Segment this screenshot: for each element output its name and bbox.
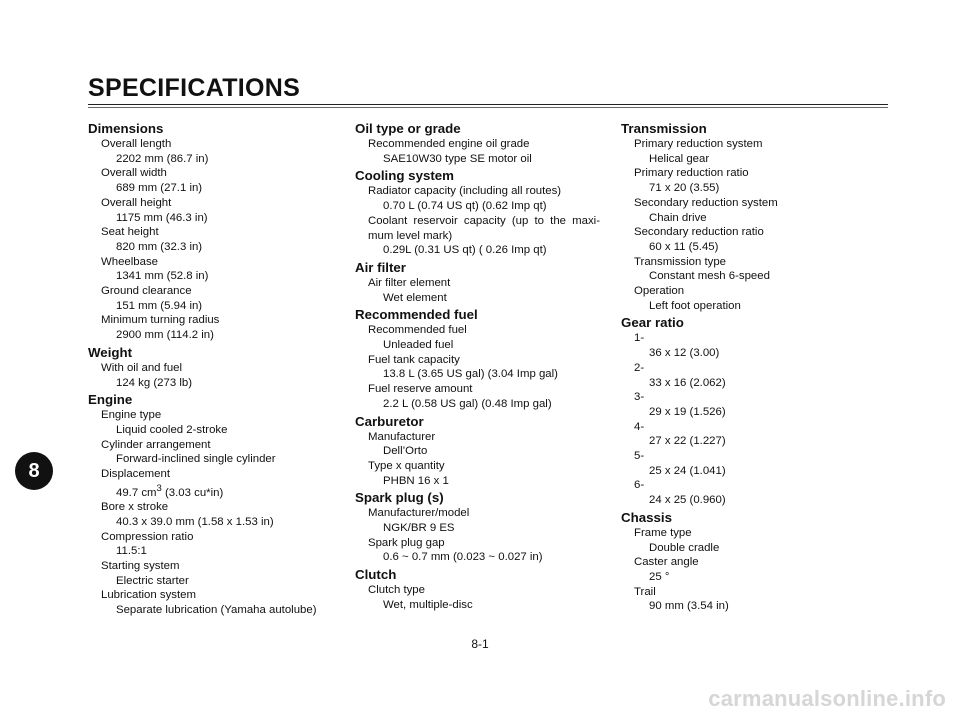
spec-label: Primary reduction ratio bbox=[634, 167, 749, 180]
spec-label: Secondary reduction ratio bbox=[634, 226, 764, 239]
spec-label: Radiator capacity (including all routes) bbox=[368, 185, 562, 198]
spec-value: Wet, multiple-disc bbox=[383, 598, 473, 611]
section-heading: Carburetor bbox=[355, 413, 424, 429]
spec-label: Type x quantity bbox=[368, 459, 445, 472]
spec-label: Overall width bbox=[101, 167, 167, 180]
spec-value: 11.5:1 bbox=[116, 545, 147, 558]
spec-value: Dell’Orto bbox=[383, 445, 428, 458]
spec-value: Chain drive bbox=[649, 211, 707, 224]
spec-value: 13.8 L (3.65 US gal) (3.04 Imp gal) bbox=[383, 368, 558, 381]
spec-label: Engine type bbox=[101, 409, 162, 422]
spec-label: Compression ratio bbox=[101, 530, 194, 543]
spec-label: Frame type bbox=[634, 526, 692, 539]
spec-label: Cylinder arrangement bbox=[101, 438, 211, 451]
section-heading: Chassis bbox=[621, 509, 672, 525]
spec-label: Caster angle bbox=[634, 556, 699, 569]
spec-column-2 bbox=[355, 119, 610, 613]
spec-value: 2900 mm (114.2 in) bbox=[116, 329, 214, 342]
spec-label: Air filter element bbox=[368, 276, 451, 289]
section-heading: Dimensions bbox=[88, 121, 164, 136]
section-heading: Spark plug (s) bbox=[355, 490, 444, 506]
spec-label: 3- bbox=[634, 391, 645, 404]
spec-column-1 bbox=[88, 119, 343, 618]
spec-label: Operation bbox=[634, 285, 685, 298]
section-heading: Weight bbox=[88, 344, 133, 360]
spec-value: 0.6 ~ 0.7 mm (0.023 ~ 0.027 in) bbox=[383, 551, 543, 564]
spec-label: Minimum turning radius bbox=[101, 314, 220, 327]
section-heading: Oil type or grade bbox=[355, 121, 461, 136]
spec-value-main: 49.7 cm bbox=[116, 486, 157, 499]
spec-value: 90 mm (3.54 in) bbox=[649, 600, 729, 613]
spec-label: Bore x stroke bbox=[101, 501, 169, 514]
spec-section bbox=[355, 260, 610, 305]
spec-value: NGK/BR 9 ES bbox=[383, 522, 455, 535]
spec-value: 124 kg (273 lb) bbox=[116, 376, 192, 389]
chapter-tab: 8 bbox=[15, 452, 53, 490]
section-heading: Air filter bbox=[355, 259, 406, 275]
spec-label: Recommended fuel bbox=[368, 324, 467, 337]
spec-value: SAE10W30 type SE motor oil bbox=[383, 152, 532, 165]
spec-value: 1341 mm (52.8 in) bbox=[116, 270, 209, 283]
spec-label: Fuel tank capacity bbox=[368, 353, 460, 366]
spec-label: Secondary reduction system bbox=[634, 196, 778, 209]
spec-value: 0.29L (0.31 US qt) ( 0.26 Imp qt) bbox=[383, 244, 547, 257]
spec-label: Trail bbox=[634, 585, 656, 598]
spec-label: Overall height bbox=[101, 196, 172, 209]
spec-value-superscript: 3 bbox=[156, 482, 162, 494]
spec-section bbox=[88, 392, 343, 618]
spec-label: Manufacturer/model bbox=[368, 507, 470, 520]
spec-value: 0.70 L (0.74 US qt) (0.62 Imp qt) bbox=[383, 200, 547, 213]
spec-label: 2- bbox=[634, 361, 645, 374]
spec-section bbox=[621, 510, 876, 614]
title-divider bbox=[88, 104, 888, 108]
spec-section bbox=[355, 307, 610, 411]
spec-label: Primary reduction system bbox=[634, 138, 763, 150]
spec-value: Double cradle bbox=[649, 541, 720, 554]
spec-value: Separate lubrication (Yamaha autolube) bbox=[116, 604, 317, 617]
spec-section bbox=[621, 315, 876, 507]
spec-label: Starting system bbox=[101, 560, 180, 573]
spec-label: Ground clearance bbox=[101, 285, 192, 298]
spec-column-3 bbox=[621, 119, 876, 614]
spec-section bbox=[88, 121, 343, 343]
section-heading: Transmission bbox=[621, 121, 707, 136]
spec-label: 1- bbox=[634, 332, 645, 345]
spec-section bbox=[621, 121, 876, 313]
spec-value: 27 x 22 (1.227) bbox=[649, 435, 726, 448]
spec-value: 25 x 24 (1.041) bbox=[649, 464, 726, 477]
section-heading: Cooling system bbox=[355, 168, 455, 184]
spec-value: Wet element bbox=[383, 291, 447, 304]
spec-label: 4- bbox=[634, 420, 645, 433]
spec-section bbox=[355, 168, 610, 258]
spec-value: 60 x 11 (5.45) bbox=[649, 240, 719, 253]
spec-value: 24 x 25 (0.960) bbox=[649, 494, 726, 507]
watermark: carmanualsonline.info bbox=[708, 686, 946, 711]
spec-label: Displacement bbox=[101, 468, 171, 481]
spec-section bbox=[355, 121, 610, 166]
spec-label: Coolant reservoir capacity (up to the maxi-mum level mark) bbox=[368, 214, 600, 242]
spec-section bbox=[355, 490, 610, 565]
spec-value: 36 x 12 (3.00) bbox=[649, 347, 720, 360]
spec-value: Helical gear bbox=[649, 152, 710, 165]
spec-label: Transmission type bbox=[634, 255, 726, 268]
page-number: 8-1 bbox=[471, 637, 489, 651]
spec-section bbox=[355, 414, 610, 489]
page-title: SPECIFICATIONS bbox=[88, 74, 301, 102]
spec-value: Electric starter bbox=[116, 574, 189, 587]
spec-label: 6- bbox=[634, 479, 645, 492]
spec-value: Unleaded fuel bbox=[383, 339, 454, 352]
spec-label: Spark plug gap bbox=[368, 536, 445, 549]
spec-label: 5- bbox=[634, 450, 645, 463]
spec-label: Lubrication system bbox=[101, 589, 196, 602]
spec-value: 1175 mm (46.3 in) bbox=[116, 211, 208, 224]
spec-section bbox=[88, 345, 343, 390]
spec-value-rest: (3.03 cu*in) bbox=[161, 486, 224, 499]
spec-value: 29 x 19 (1.526) bbox=[649, 405, 726, 418]
spec-label: With oil and fuel bbox=[101, 361, 183, 374]
spec-value: Liquid cooled 2-stroke bbox=[116, 423, 228, 436]
spec-value: 820 mm (32.3 in) bbox=[116, 240, 203, 253]
spec-label: Clutch type bbox=[368, 584, 425, 597]
spec-label: Overall length bbox=[101, 138, 172, 150]
section-heading: Recommended fuel bbox=[355, 307, 478, 323]
spec-value bbox=[88, 482, 343, 501]
spec-value: 2202 mm (86.7 in) bbox=[116, 152, 209, 165]
spec-value: Forward-inclined single cylinder bbox=[116, 453, 276, 466]
spec-value: 33 x 16 (2.062) bbox=[649, 376, 726, 389]
spec-value: 71 x 20 (3.55) bbox=[649, 182, 720, 195]
spec-label: Wheelbase bbox=[101, 255, 158, 268]
spec-value: PHBN 16 x 1 bbox=[383, 474, 449, 487]
section-heading: Engine bbox=[88, 392, 133, 408]
spec-value: Constant mesh 6-speed bbox=[649, 270, 770, 283]
section-heading: Gear ratio bbox=[621, 315, 684, 331]
spec-value: Left foot operation bbox=[649, 299, 741, 312]
spec-value: 689 mm (27.1 in) bbox=[116, 182, 203, 195]
spec-value: 40.3 x 39.0 mm (1.58 x 1.53 in) bbox=[116, 515, 274, 528]
spec-value: 2.2 L (0.58 US gal) (0.48 Imp gal) bbox=[383, 397, 552, 410]
spec-value: 25 ° bbox=[649, 570, 670, 583]
spec-label: Manufacturer bbox=[368, 430, 436, 443]
section-heading: Clutch bbox=[355, 567, 397, 583]
spec-label: Fuel reserve amount bbox=[368, 383, 473, 396]
spec-section bbox=[355, 567, 610, 612]
spec-value: 151 mm (5.94 in) bbox=[116, 299, 203, 312]
spec-label: Seat height bbox=[101, 226, 159, 239]
spec-label: Recommended engine oil grade bbox=[368, 138, 530, 150]
